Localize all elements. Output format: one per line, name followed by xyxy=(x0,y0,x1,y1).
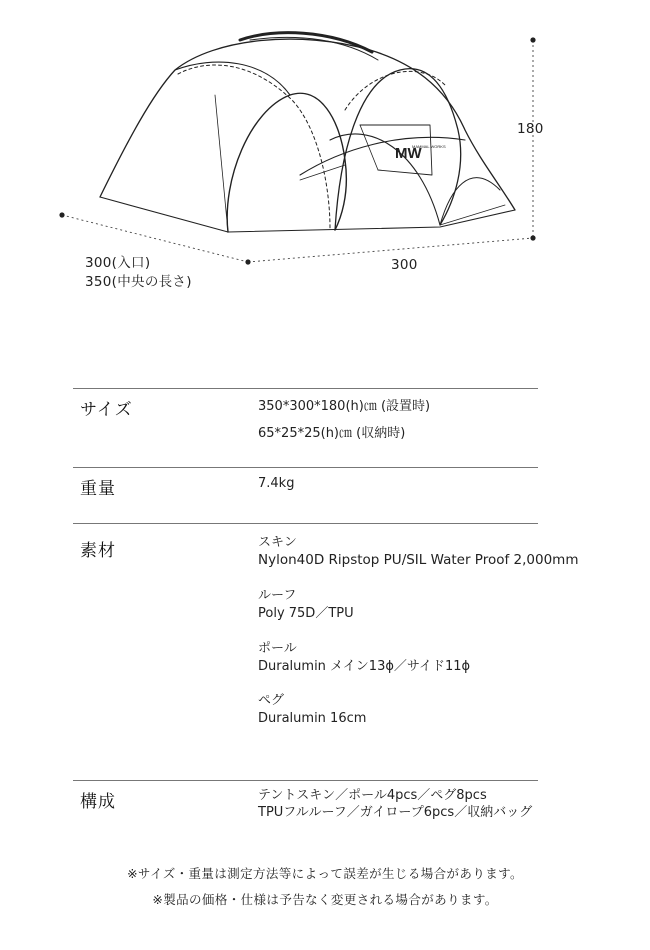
center-depth-label: 350(中央の長さ) xyxy=(85,274,192,290)
composition-line-1: テントスキン／ポール4pcs／ペグ8pcs xyxy=(258,788,487,803)
entrance-depth-label: 300(入口) xyxy=(85,255,151,271)
spec-size-installed: 350*300*180(h)㎝ (設置時) xyxy=(258,399,431,414)
spec-label-size: サイズ xyxy=(80,400,133,420)
spec-size-stored: 65*25*25(h)㎝ (収納時) xyxy=(258,426,406,441)
brand-logo: MW xyxy=(395,145,422,162)
material-roof-name: ルーフ xyxy=(258,588,297,603)
note-measurement: ※サイズ・重量は測定方法等によって誤差が生じる場合があります。 xyxy=(127,866,523,881)
spec-weight-value: 7.4kg xyxy=(258,476,295,491)
spec-label-weight: 重量 xyxy=(80,479,116,499)
height-dimension-label: 180 xyxy=(517,121,544,137)
spec-divider xyxy=(73,780,538,781)
brand-logo-caption: MAMMAL WORKS xyxy=(412,144,446,149)
material-skin-name: スキン xyxy=(258,535,297,550)
spec-divider xyxy=(73,523,538,524)
material-peg-value: Duralumin 16cm xyxy=(258,711,367,726)
material-peg-name: ペグ xyxy=(258,693,285,708)
spec-divider xyxy=(73,388,538,389)
width-dimension-label: 300 xyxy=(391,257,418,273)
note-price-change: ※製品の価格・仕様は予告なく変更される場合があります。 xyxy=(152,892,498,907)
spec-label-composition: 構成 xyxy=(80,792,116,812)
material-pole-name: ポール xyxy=(258,641,297,656)
material-roof-value: Poly 75D／TPU xyxy=(258,606,354,621)
composition-line-2: TPUフルルーフ／ガイロープ6pcs／収納バッグ xyxy=(258,805,533,820)
spec-divider xyxy=(73,467,538,468)
spec-label-material: 素材 xyxy=(80,541,116,561)
material-pole-value: Duralumin メイン13ϕ／サイド11ϕ xyxy=(258,659,471,674)
material-skin-value: Nylon40D Ripstop PU/SIL Water Proof 2,000mm xyxy=(258,552,579,568)
